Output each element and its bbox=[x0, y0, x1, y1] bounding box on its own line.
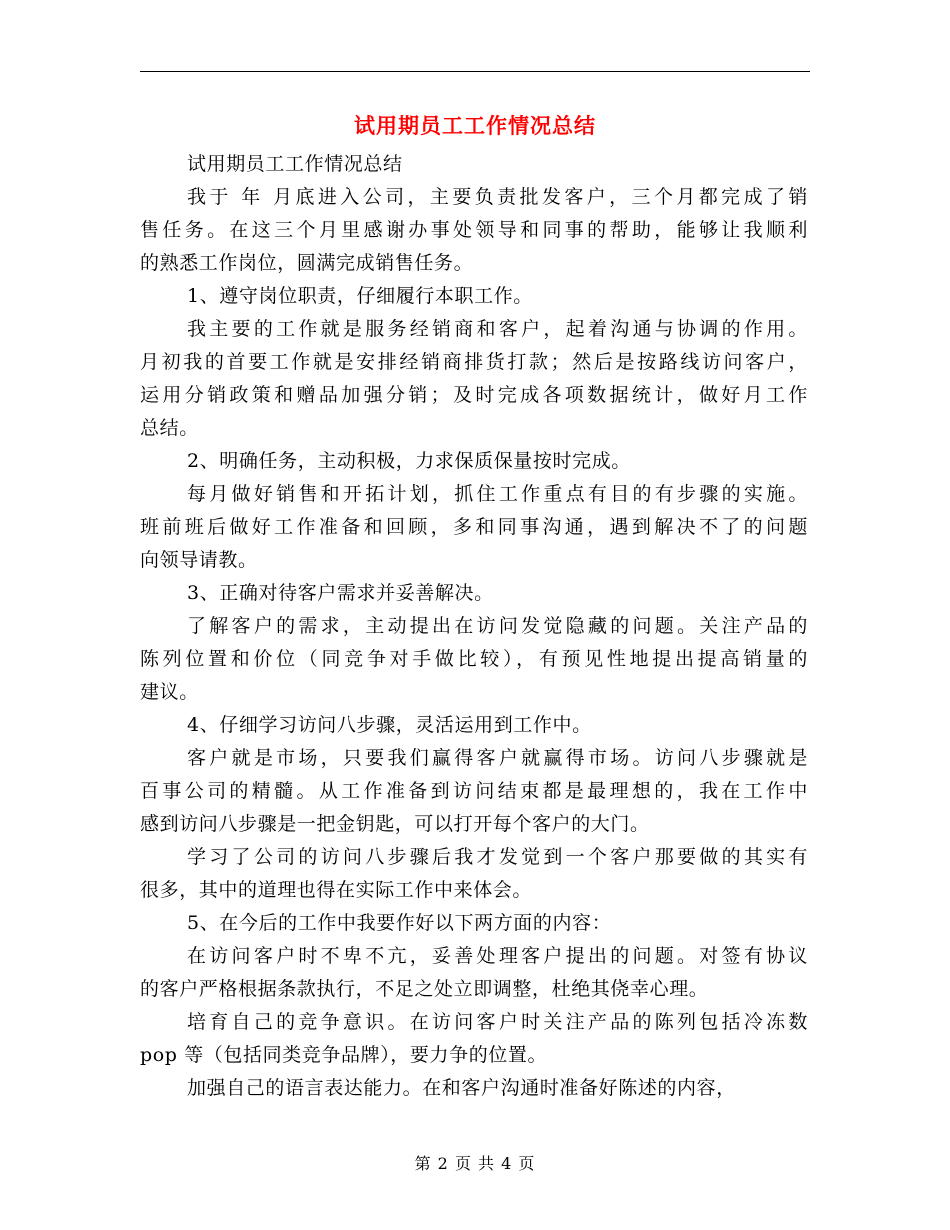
paragraph-line: 售任务。在这三个月里感谢办事处领导和同事的帮助，能够让我顺利 bbox=[140, 219, 808, 241]
paragraph-line: 班前班后做好工作准备和回顾，多和同事沟通，遇到解决不了的问题 bbox=[140, 516, 808, 538]
paragraph-line: 了解客户的需求，主动提出在访问发觉隐藏的问题。关注产品的 bbox=[187, 615, 808, 637]
paragraph-line: 在访问客户时不卑不亢，妥善处理客户提出的问题。对签有协议 bbox=[187, 945, 808, 967]
paragraph-line: 陈列位置和价位（同竞争对手做比较），有预见性地提出提高销量的 bbox=[140, 648, 808, 670]
paragraph-line: 总结。 bbox=[140, 417, 199, 439]
section-heading: 1、遵守岗位职责，仔细履行本职工作。 bbox=[187, 285, 533, 307]
section-heading: 3、正确对待客户需求并妥善解决。 bbox=[187, 582, 494, 604]
paragraph-line: 建议。 bbox=[140, 681, 199, 703]
paragraph-line: 运用分销政策和赠品加强分销；及时完成各项数据统计，做好月工作 bbox=[140, 384, 808, 406]
paragraph-line: 的客户严格根据条款执行，不足之处立即调整，杜绝其侥幸心理。 bbox=[140, 978, 709, 1000]
paragraph-line: 我于 年 月底进入公司，主要负责批发客户，三个月都完成了销 bbox=[187, 186, 808, 208]
paragraph-line: 很多，其中的道理也得在实际工作中来体会。 bbox=[140, 879, 533, 901]
paragraph-line: 我主要的工作就是服务经销商和客户，起着沟通与协调的作用。 bbox=[187, 318, 808, 340]
header-rule bbox=[140, 71, 810, 72]
section-heading: 5、在今后的工作中我要作好以下两方面的内容： bbox=[187, 912, 612, 934]
document-body bbox=[140, 148, 808, 1105]
paragraph-line: 的熟悉工作岗位，圆满完成销售任务。 bbox=[140, 252, 474, 274]
section-heading: 2、明确任务，主动积极，力求保质保量按时完成。 bbox=[187, 450, 631, 472]
paragraph-line: 每月做好销售和开拓计划，抓住工作重点有目的有步骤的实施。 bbox=[187, 483, 808, 505]
paragraph-line: 学习了公司的访问八步骤后我才发觉到一个客户那要做的其实有 bbox=[187, 846, 808, 868]
paragraph-line: 客户就是市场，只要我们赢得客户就赢得市场。访问八步骤就是 bbox=[187, 747, 808, 769]
paragraph-line: 月初我的首要工作就是安排经销商排货打款；然后是按路线访问客户， bbox=[140, 351, 808, 373]
paragraph-line: 百事公司的精髓。从工作准备到访问结束都是最理想的，我在工作中 bbox=[140, 780, 808, 802]
paragraph-line: 培育自己的竞争意识。在访问客户时关注产品的陈列包括冷冻数 bbox=[187, 1011, 808, 1033]
document-title: 试用期员工工作情况总结 bbox=[354, 113, 596, 138]
paragraph-line: 试用期员工工作情况总结 bbox=[187, 153, 403, 175]
paragraph-line: 加强自己的语言表达能力。在和客户沟通时准备好陈述的内容， bbox=[187, 1077, 736, 1099]
paragraph-line: 感到访问八步骤是一把金钥匙，可以打开每个客户的大门。 bbox=[140, 813, 650, 835]
page-number: 第 2 页 共 4 页 bbox=[414, 1154, 536, 1173]
paragraph-line: 向领导请教。 bbox=[140, 549, 258, 571]
section-heading: 4、仔细学习访问八步骤，灵活运用到工作中。 bbox=[187, 714, 592, 736]
paragraph-line: pop 等（包括同类竞争品牌），要力争的位置。 bbox=[140, 1044, 548, 1066]
